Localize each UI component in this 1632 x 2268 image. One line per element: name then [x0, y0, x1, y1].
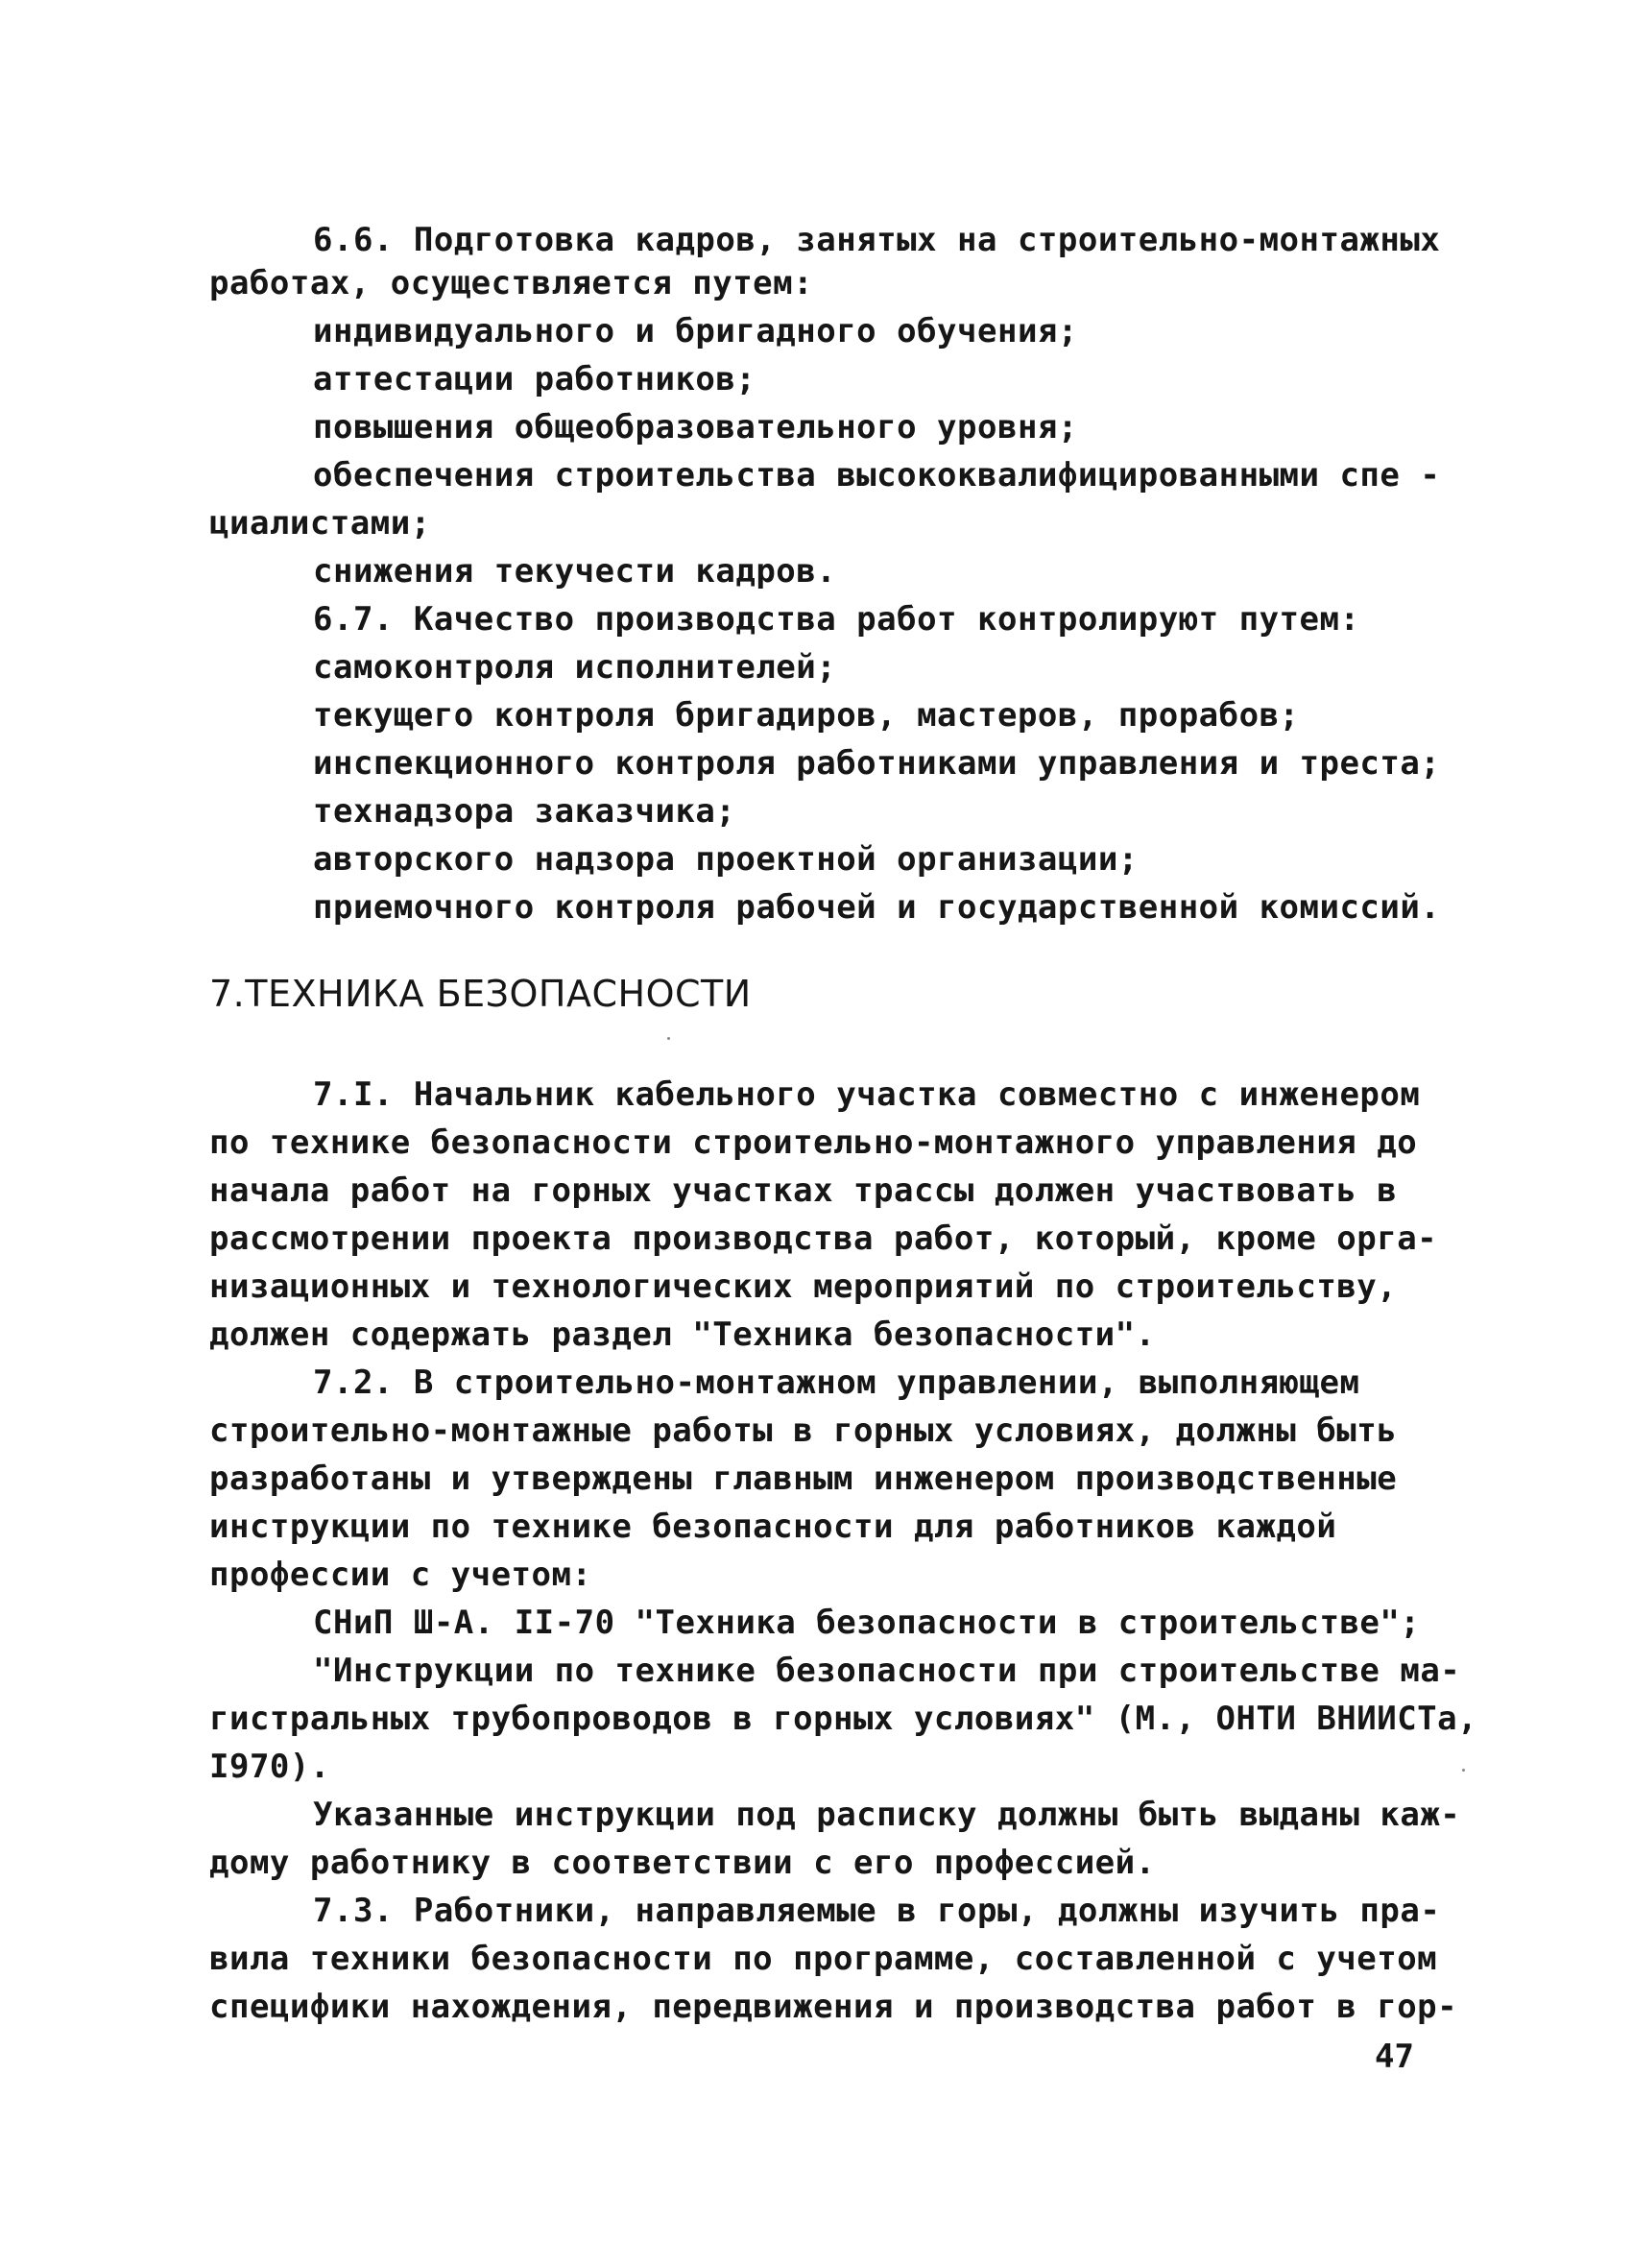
list-item-continuation: циалистами; [209, 504, 431, 543]
paragraph-7-3-line: 7.3. Работники, направляемые в горы, должны изучить пра- [313, 1892, 1441, 1930]
paragraph-7-2-line: инструкции по технике безопасности для работников каждой [209, 1508, 1337, 1546]
paragraph-7-1-line: 7.I. Начальник кабельного участка совместно с инженером [313, 1075, 1421, 1114]
scan-speck [1462, 1769, 1465, 1772]
paragraph-7-1-line: начала работ на горных участках трассы должен участвовать в [209, 1171, 1398, 1210]
list-item: индивидуального и бригадного обучения; [313, 312, 1078, 350]
list-item: повышения общеобразовательного уровня; [313, 408, 1078, 446]
list-item: инспекционного контроля работниками управления и треста; [313, 744, 1441, 783]
list-item: обеспечения строительства высококвалифицированными спе - [313, 456, 1441, 495]
paragraph-7-3-line: вила техники безопасности по программе, составленной с учетом [209, 1940, 1438, 1978]
list-item: текущего контроля бригадиров, мастеров, прорабов; [313, 696, 1300, 735]
reference-item-continuation: I970). [209, 1748, 330, 1786]
paragraph-7-2-line: строительно-монтажные работы в горных условиях, должны быть [209, 1411, 1398, 1450]
list-item: авторского надзора проектной организации; [313, 840, 1139, 879]
list-item: снижения текучести кадров. [313, 552, 837, 591]
list-item: аттестации работников; [313, 360, 756, 398]
reference-item: "Инструкции по технике безопасности при строительстве ма- [313, 1652, 1461, 1690]
paragraph-7-1-line: низационных и технологических мероприятий по строительству, [209, 1267, 1398, 1306]
paragraph-6-6-line: 6.6. Подготовка кадров, занятых на строительно-монтажных [313, 221, 1441, 259]
paragraph-6-6-line: работах, осуществляется путем: [209, 264, 814, 302]
paragraph-7-3-line: специфики нахождения, передвижения и производства работ в гор- [209, 1988, 1458, 2026]
list-item: технадзора заказчика; [313, 792, 736, 831]
paragraph-7-2-line: профессии с учетом: [209, 1556, 592, 1594]
reference-item-continuation: гистральных трубопроводов в горных условиях" (М., ОНТИ ВНИИСТа, [209, 1700, 1478, 1738]
paragraph-7-1-line: по технике безопасности строительно-монтажного управления до [209, 1123, 1418, 1162]
paragraph-6-7-line: 6.7. Качество производства работ контролируют путем: [313, 600, 1360, 639]
paragraph-7-2-line: разработаны и утверждены главным инженером производственные [209, 1460, 1398, 1498]
list-item: приемочного контроля рабочей и государственной комиссий. [313, 888, 1441, 927]
paragraph-line: Указанные инструкции под расписку должны быть выданы каж- [313, 1796, 1461, 1834]
section-7-heading: 7.ТЕХНИКА БЕЗОПАСНОСТИ [209, 973, 752, 1015]
paragraph-7-2-line: 7.2. В строительно-монтажном управлении, выполняющем [313, 1363, 1360, 1402]
paragraph-7-1-line: должен содержать раздел "Техника безопасности". [209, 1315, 1156, 1354]
reference-item: СНиП Ш-А. II-70 "Техника безопасности в строительстве"; [313, 1604, 1421, 1642]
scan-speck [667, 1037, 670, 1040]
paragraph-7-1-line: рассмотрении проекта производства работ, который, кроме орга- [209, 1219, 1438, 1258]
page-number: 47 [1375, 2038, 1414, 2076]
list-item: самоконтроля исполнителей; [313, 648, 837, 687]
paragraph-line: дому работнику в соответствии с его профессией. [209, 1844, 1156, 1882]
